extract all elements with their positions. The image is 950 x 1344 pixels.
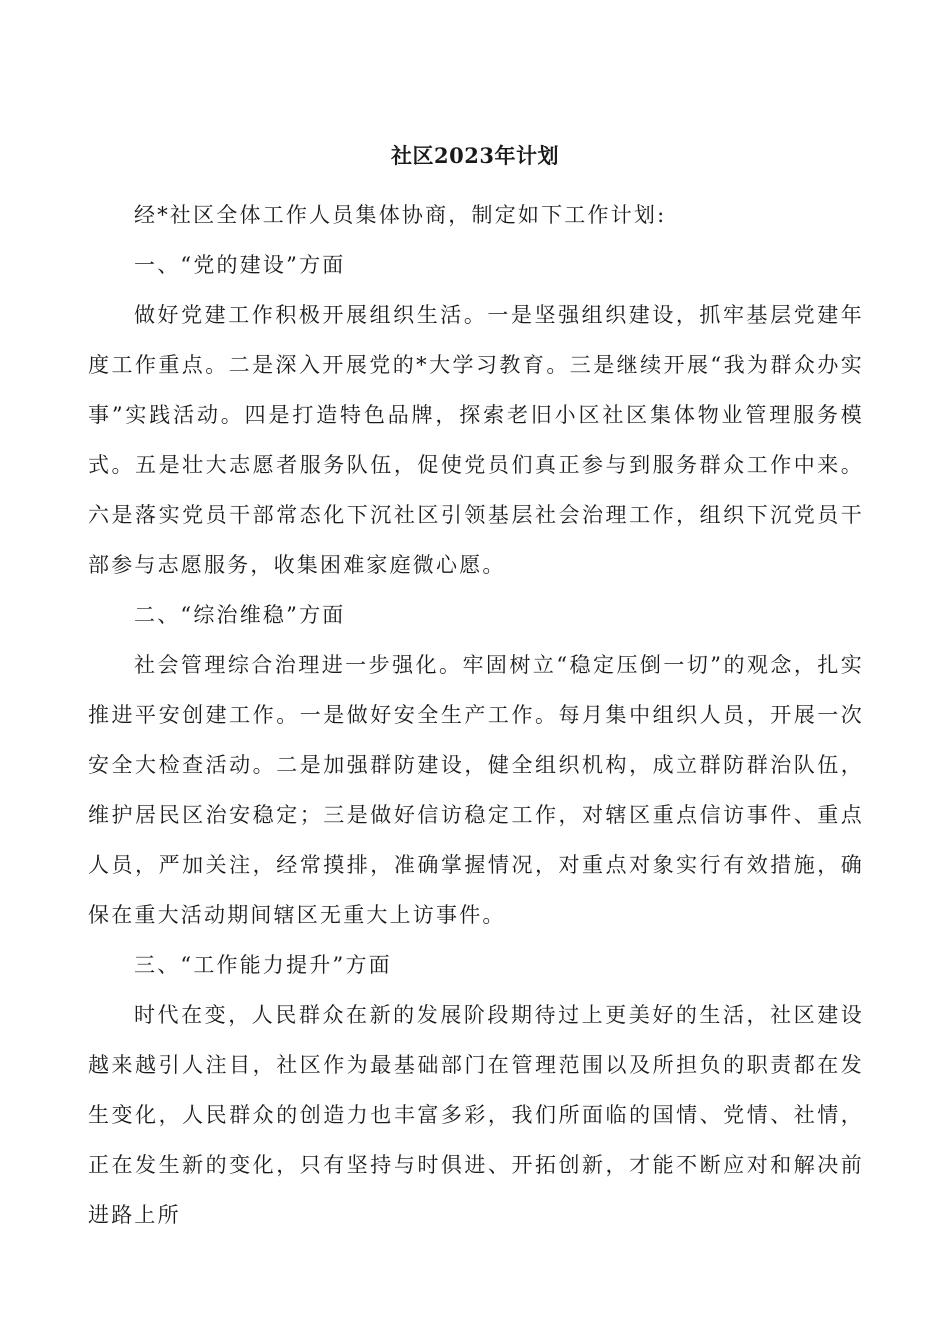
section-heading-party-building: 一、“党的建设”方面: [134, 253, 346, 277]
document-title: 社区2023年计划: [391, 143, 559, 168]
section-heading-capability: 三、“工作能力提升”方面: [134, 953, 392, 977]
section-body-capability: 时代在变，人民群众在新的发展阶段期待过上更美好的生活，社区建设越来越引人注目，社区作为最基础部门在管理范围以及所担负的职责都在发生变化，人民群众的创造力也丰富多彩，我们所面临的国情、党情、社情，正在发生新的变化，只有坚持与时俱进、开拓创新，才能不断应对和解决前进路上所: [88, 1003, 864, 1227]
section-body-stability: 社会管理综合治理进一步强化。牢固树立“稳定压倒一切”的观念，扎实推进平安创建工作。一是做好安全生产工作。每月集中组织人员，开展一次安全大检查活动。二是加强群防建设，健全组织机构，成立群防群治队伍，维护居民区治安稳定；三是做好信访稳定工作，对辖区重点信访事件、重点人员，严加关注，经常摸排，准确掌握情况，对重点对象实行有效措施，确保在重大活动期间辖区无重大上访事件。: [88, 653, 864, 927]
intro-paragraph: 经*社区全体工作人员集体协商，制定如下工作计划:: [134, 203, 667, 227]
document-body: [88, 190, 864, 1240]
section-body-party-building: 做好党建工作积极开展组织生活。一是坚强组织建设，抓牢基层党建年度工作重点。二是深入开展党的*大学习教育。三是继续开展“我为群众办实事”实践活动。四是打造特色品牌，探索老旧小区社区集体物业管理服务模式。五是壮大志愿者服务队伍，促使党员们真正参与到服务群众工作中来。六是落实党员干部常态化下沉社区引领基层社会治理工作，组织下沉党员干部参与志愿服务，收集困难家庭微心愿。: [88, 303, 864, 577]
section-heading-stability: 二、“综治维稳”方面: [134, 603, 346, 627]
